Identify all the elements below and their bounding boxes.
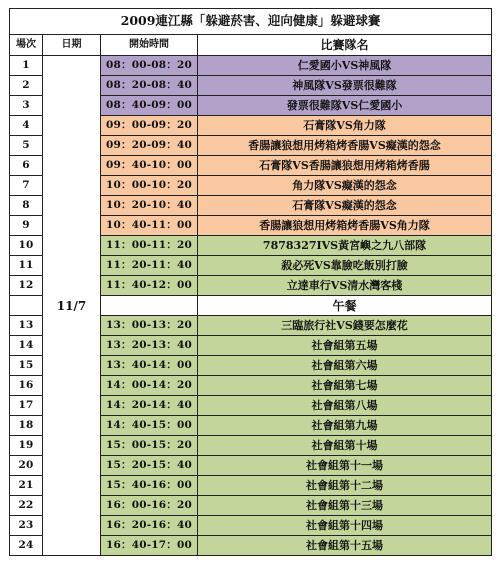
time-cell: 11：40-12：00 (101, 276, 198, 296)
lunch-cell: 午餐 (198, 296, 492, 316)
match-cell: 社會組第十二場 (198, 476, 492, 496)
match-cell: 石膏隊VS香腸讓狼想用烤箱烤香腸 (198, 156, 492, 176)
seq-cell: 17 (10, 396, 43, 416)
match-cell: 石膏隊VS角力隊 (198, 116, 492, 136)
time-cell-empty (101, 296, 198, 316)
time-cell: 13：20-13：40 (101, 336, 198, 356)
match-cell: 社會組第十五場 (198, 536, 492, 556)
seq-cell: 19 (10, 436, 43, 456)
title-row (10, 9, 492, 35)
seq-cell: 16 (10, 376, 43, 396)
seq-cell: 10 (10, 236, 43, 256)
match-cell: 社會組第十場 (198, 436, 492, 456)
match-cell: 社會組第六場 (198, 356, 492, 376)
seq-cell: 12 (10, 276, 43, 296)
time-cell: 14：00-14：20 (101, 376, 198, 396)
time-cell: 15：00-15：20 (101, 436, 198, 456)
table-title: 2009連江縣「躲避菸害、迎向健康」躲避球賽 (10, 9, 492, 35)
time-cell: 08：00-08：20 (101, 56, 198, 76)
match-cell: 社會組第九場 (198, 416, 492, 436)
time-cell: 09：20-09：40 (101, 136, 198, 156)
match-cell: 殺必死VS靠臉吃飯別打臉 (198, 256, 492, 276)
match-cell: 社會組第八場 (198, 396, 492, 416)
time-cell: 11：20-11：40 (101, 256, 198, 276)
match-cell: 角力隊VS癡漢的怨念 (198, 176, 492, 196)
time-cell: 15：40-16：00 (101, 476, 198, 496)
date-cell: 11/7 (43, 56, 101, 556)
time-cell: 08：40-09：00 (101, 96, 198, 116)
header-seq: 場次 (10, 35, 43, 56)
time-cell: 08：20-08：40 (101, 76, 198, 96)
time-cell: 16：40-17：00 (101, 536, 198, 556)
seq-cell: 18 (10, 416, 43, 436)
seq-cell: 6 (10, 156, 43, 176)
seq-cell: 2 (10, 76, 43, 96)
schedule-sheet (9, 8, 491, 556)
seq-cell: 1 (10, 56, 43, 76)
time-cell: 13：40-14：00 (101, 356, 198, 376)
match-cell: 香腸讓狼想用烤箱烤香腸VS角力隊 (198, 216, 492, 236)
match-cell: 社會組第七場 (198, 376, 492, 396)
time-cell: 10：20-10：40 (101, 196, 198, 216)
seq-cell: 14 (10, 336, 43, 356)
header-row (10, 35, 492, 56)
match-cell: 社會組第五場 (198, 336, 492, 356)
match-cell: 發票很難隊VS仁愛國小 (198, 96, 492, 116)
time-cell: 16：20-16：40 (101, 516, 198, 536)
match-cell: 神風隊VS發票很難隊 (198, 76, 492, 96)
match-cell: 三臨旅行社VS錢要怎麼花 (198, 316, 492, 336)
header-match: 比賽隊名 (198, 35, 492, 56)
time-cell: 09：40-10：00 (101, 156, 198, 176)
seq-cell: 21 (10, 476, 43, 496)
match-cell: 社會組第十一場 (198, 456, 492, 476)
seq-cell: 11 (10, 256, 43, 276)
match-cell: 石膏隊VS癡漢的怨念 (198, 196, 492, 216)
table-row (10, 56, 492, 76)
seq-cell: 22 (10, 496, 43, 516)
seq-cell: 8 (10, 196, 43, 216)
match-cell: 社會組第十四場 (198, 516, 492, 536)
time-cell: 14：40-15：00 (101, 416, 198, 436)
time-cell: 10：00-10：20 (101, 176, 198, 196)
time-cell: 16：00-16：20 (101, 496, 198, 516)
seq-cell: 4 (10, 116, 43, 136)
match-cell: 仁愛國小VS神風隊 (198, 56, 492, 76)
match-cell: 香腸讓狼想用烤箱烤香腸VS癡漢的怨念 (198, 136, 492, 156)
seq-cell: 20 (10, 456, 43, 476)
seq-cell: 5 (10, 136, 43, 156)
seq-cell-empty (10, 296, 43, 316)
match-cell: 立達車行VS清水灣客棧 (198, 276, 492, 296)
seq-cell: 15 (10, 356, 43, 376)
time-cell: 13：00-13：20 (101, 316, 198, 336)
schedule-table (9, 8, 492, 556)
match-cell: 社會組第十三場 (198, 496, 492, 516)
time-cell: 14：20-14：40 (101, 396, 198, 416)
time-cell: 11：00-11：20 (101, 236, 198, 256)
header-time: 開始時間 (101, 35, 198, 56)
header-date: 日期 (43, 35, 101, 56)
match-cell: 7878327IVS黃宮嶼之九八部隊 (198, 236, 492, 256)
seq-cell: 24 (10, 536, 43, 556)
time-cell: 15：20-15：40 (101, 456, 198, 476)
time-cell: 10：40-11：00 (101, 216, 198, 236)
seq-cell: 3 (10, 96, 43, 116)
seq-cell: 7 (10, 176, 43, 196)
time-cell: 09：00-09：20 (101, 116, 198, 136)
seq-cell: 9 (10, 216, 43, 236)
seq-cell: 13 (10, 316, 43, 336)
seq-cell: 23 (10, 516, 43, 536)
